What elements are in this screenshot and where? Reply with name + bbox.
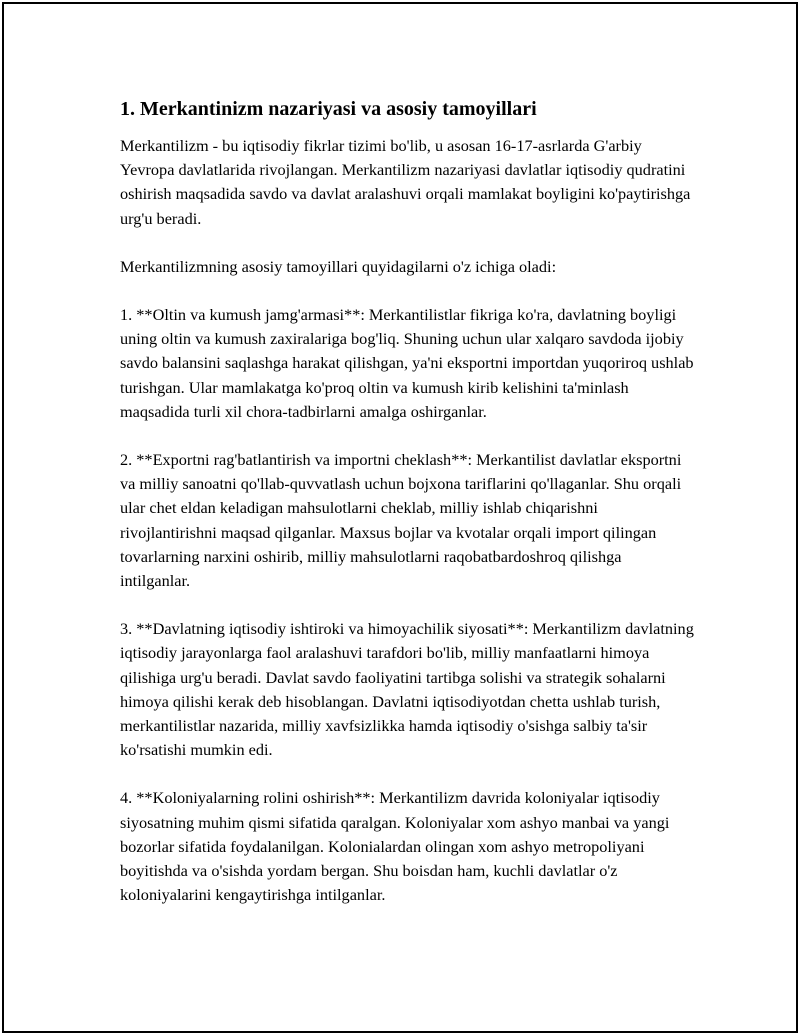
- paragraph-principles-lead: Merkantilizmning asosiy tamoyillari quyidagilarni o'z ichiga oladi:: [120, 256, 557, 276]
- document-title: 1. Merkantinizm nazariyasi va asosiy tamoyillari: [120, 98, 537, 120]
- paragraph-principle-4: 4. **Koloniyalarning rolini oshirish**: Merkantilizm davrida koloniyalar iqtisodiy siyosatning muhim qismi sifatida qaralgan. Koloniyalar xom ashyo manbai va yangi bozorlar sifatida foydalanilgan. Kolonialardan olingan xom ashyo metropoliyani boyitishda va o'sishda yordam bergan. Shu boisdan ham, kuchli davlatlar o'z koloniyalarini kengaytirishga intilganlar.: [120, 788, 670, 905]
- paragraph-principle-3: 3. **Davlatning iqtisodiy ishtiroki va himoyachilik siyosati**: Merkantilizm davlatning iqtisodiy jarayonlarga faol aralashuvi tarafdori bo'lib, milliy manfaatlarni himoya qilishiga urg'u beradi. Davlat savdo faoliyatini tartibga solishi va strategik sohalarni himoya qilishi kerak deb hisoblangan. Davlatni iqtisodiyotdan chetta ushlab turish, merkantilistlar nazarida, milliy xavfsizlikka hamda iqtisodiy o'sishga salbiy ta'sir ko'rsatishi mumkin edi.: [120, 619, 694, 760]
- paragraph-intro: Merkantilizm - bu iqtisodiy fikrlar tizimi bo'lib, u asosan 16-17-asrlarda G'arbiy Yevropa davlatlarida rivojlangan. Merkantilizm nazariyasi davlatlar iqtisodiy qudratini oshirish maqsadida savdo va davlat aralashuvi orqali mamlakat boyligini ko'paytirishga urg'u beradi.: [120, 136, 691, 228]
- document-body: [120, 96, 695, 931]
- page-frame: [2, 2, 798, 1033]
- paragraph-principle-1: 1. **Oltin va kumush jamg'armasi**: Merkantilistlar fikriga ko'ra, davlatning boyligi uning oltin va kumush zaxiralariga bog'liq. Shuning uchun ular xalqaro savdoda ijobiy savdo balansini saqlashga harakat qilishgan, ya'ni eksportni importdan yuqoriroq ushlab turishgan. Ular mamlakatga ko'proq oltin va kumush kirib kelishini ta'minlash maqsadida turli xil chora-tadbirlarni amalga oshirganlar.: [120, 305, 694, 421]
- paragraph-principle-2: 2. **Exportni rag'batlantirish va importni cheklash**: Merkantilist davlatlar eksportni va milliy sanoatni qo'llab-quvvatlash uchun bojxona tariflarini qo'llaganlar. Shu orqali ular chet eldan keladigan mahsulotlarni cheklab, milliy ishlab chiqarishni rivojlantirishni maqsad qilganlar. Maxsus bojlar va kvotalar orqali import qilingan tovarlarning narxini oshirib, milliy mahsulotlarni raqobatbardoshroq qilishga intilganlar.: [120, 450, 682, 591]
